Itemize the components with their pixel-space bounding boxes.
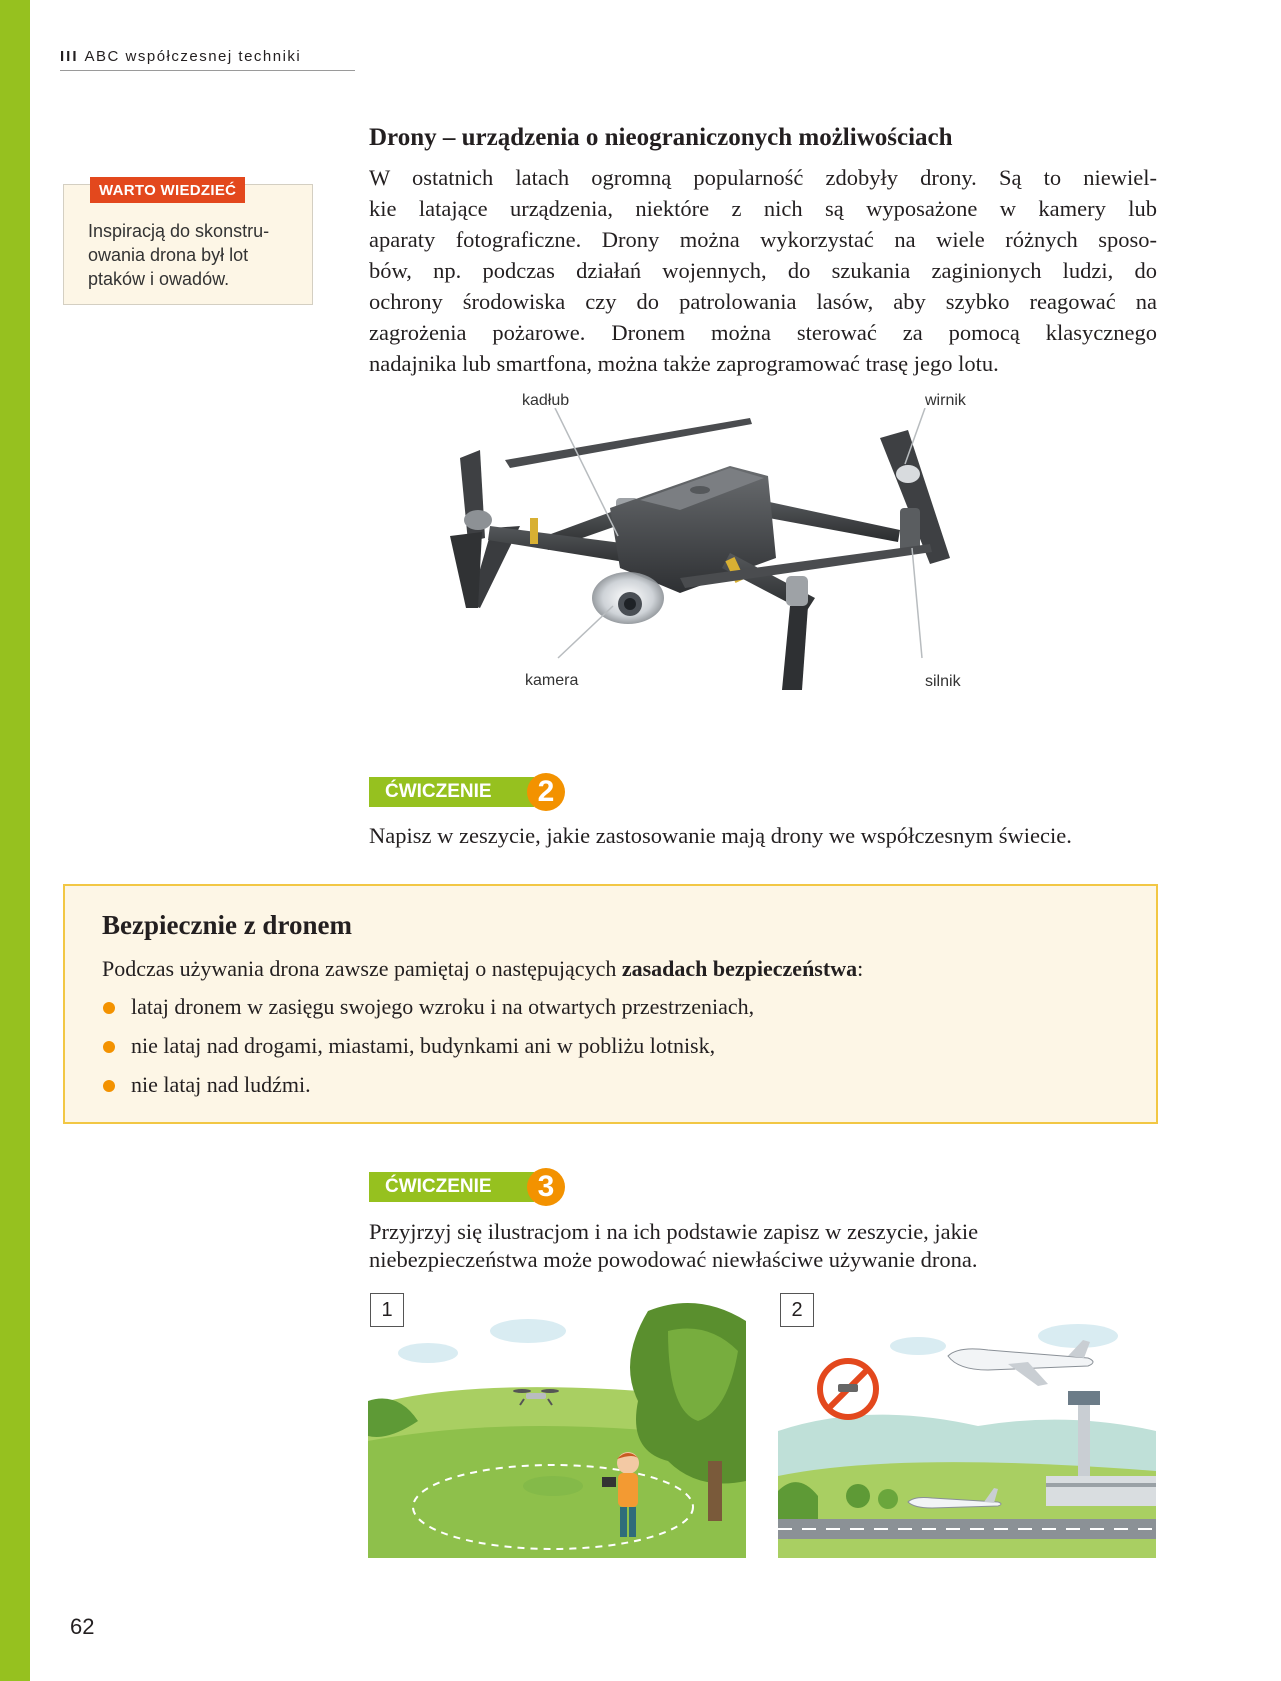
- exercise-2-text: Napisz w zeszycie, jakie zastosowanie mają drony we współczesnym świecie.: [369, 823, 1072, 848]
- running-head-rule: [60, 70, 355, 71]
- safety-intro-bold: zasadach bezpieczeństwa: [621, 956, 858, 981]
- warto-wiedziec-text: [88, 219, 303, 291]
- list-item-text: lataj dronem w zasięgu swojego wzroku i na otwartych przestrzeniach,: [131, 994, 755, 1019]
- safety-intro-colon: :: [857, 956, 864, 981]
- airport-scene-image: [778, 1291, 1156, 1558]
- intro-line: kie latające urządzenia, niektóre z nich są wyposażone w kamery lub: [369, 196, 1157, 221]
- page-edge-bar: [0, 0, 30, 1681]
- exercise-number: 2: [527, 773, 565, 811]
- exercise-number: 3: [527, 1168, 565, 1206]
- bullet-icon: [103, 1041, 115, 1053]
- warto-wiedziec-box: [63, 184, 313, 305]
- list-item: [102, 1033, 754, 1059]
- label-motor: silnik: [925, 673, 961, 690]
- warto-line: Inspiracją do skonstru-: [88, 221, 270, 241]
- drone-figure: [430, 392, 1130, 738]
- illustration-number: 1: [370, 1293, 404, 1327]
- illustration-2: [778, 1291, 1156, 1558]
- intro-line: ochrony środowiska czy do patrolowania lasów, aby szybko reagować na: [369, 289, 1157, 314]
- chapter-number: III: [60, 48, 79, 65]
- page-number: 62: [70, 1614, 95, 1639]
- list-item-text: nie lataj nad drogami, miastami, budynkami ani w pobliżu lotnisk,: [131, 1033, 716, 1058]
- list-item-text: nie lataj nad ludźmi.: [131, 1072, 311, 1097]
- safety-intro-text: Podczas używania drona zawsze pamiętaj o następujących: [102, 956, 622, 981]
- warto-line: ptaków i owadów.: [88, 269, 230, 289]
- intro-line: aparaty fotograficzne. Drony można wykorzystać na wiele różnych sposo-: [369, 227, 1157, 252]
- warto-wiedziec-badge: WARTO WIEDZIEĆ: [90, 177, 245, 203]
- intro-line: bów, np. podczas działań wojennych, do szukania zaginionych ludzi, do: [369, 258, 1157, 283]
- exercise-label: ĆWICZENIE: [369, 1172, 534, 1202]
- safety-list: [102, 994, 754, 1111]
- intro-paragraph: [369, 162, 1157, 379]
- safety-intro: [102, 956, 863, 982]
- illustration-number: 2: [780, 1293, 814, 1327]
- list-item: [102, 994, 754, 1020]
- section-title: Drony – urządzenia o nieograniczonych możliwościach: [369, 124, 953, 151]
- park-drone-scene-image: [368, 1291, 746, 1558]
- label-rotor: wirnik: [925, 392, 966, 409]
- list-item: [102, 1072, 754, 1098]
- label-body: kadłub: [522, 392, 570, 409]
- intro-line: W ostatnich latach ogromną popularność zdobyły drony. Są to niewiel-: [369, 165, 1157, 190]
- chapter-title: ABC współczesnej techniki: [84, 48, 302, 65]
- illustration-1: [368, 1291, 746, 1558]
- safety-box: [63, 884, 1158, 1124]
- safety-title: Bezpiecznie z dronem: [102, 910, 352, 940]
- exercise-3-text: [369, 1218, 978, 1274]
- intro-line: nadajnika lub smartfona, można także zaprogramować trasę jego lotu.: [369, 351, 999, 376]
- bullet-icon: [103, 1002, 115, 1014]
- intro-line: zagrożenia pożarowe. Dronem można sterować za pomocą klasycznego: [369, 320, 1157, 345]
- exercise-3-line: Przyjrzyj się ilustracjom i na ich podstawie zapisz w zeszycie, jakie: [369, 1219, 979, 1244]
- exercise-label: ĆWICZENIE: [369, 777, 534, 807]
- exercise-3-line: niebezpieczeństwa może powodować niewłaściwe używanie drona.: [369, 1247, 978, 1272]
- running-head: [60, 48, 301, 65]
- label-camera: kamera: [525, 672, 579, 689]
- warto-line: owania drona był lot: [88, 245, 249, 265]
- bullet-icon: [103, 1080, 115, 1092]
